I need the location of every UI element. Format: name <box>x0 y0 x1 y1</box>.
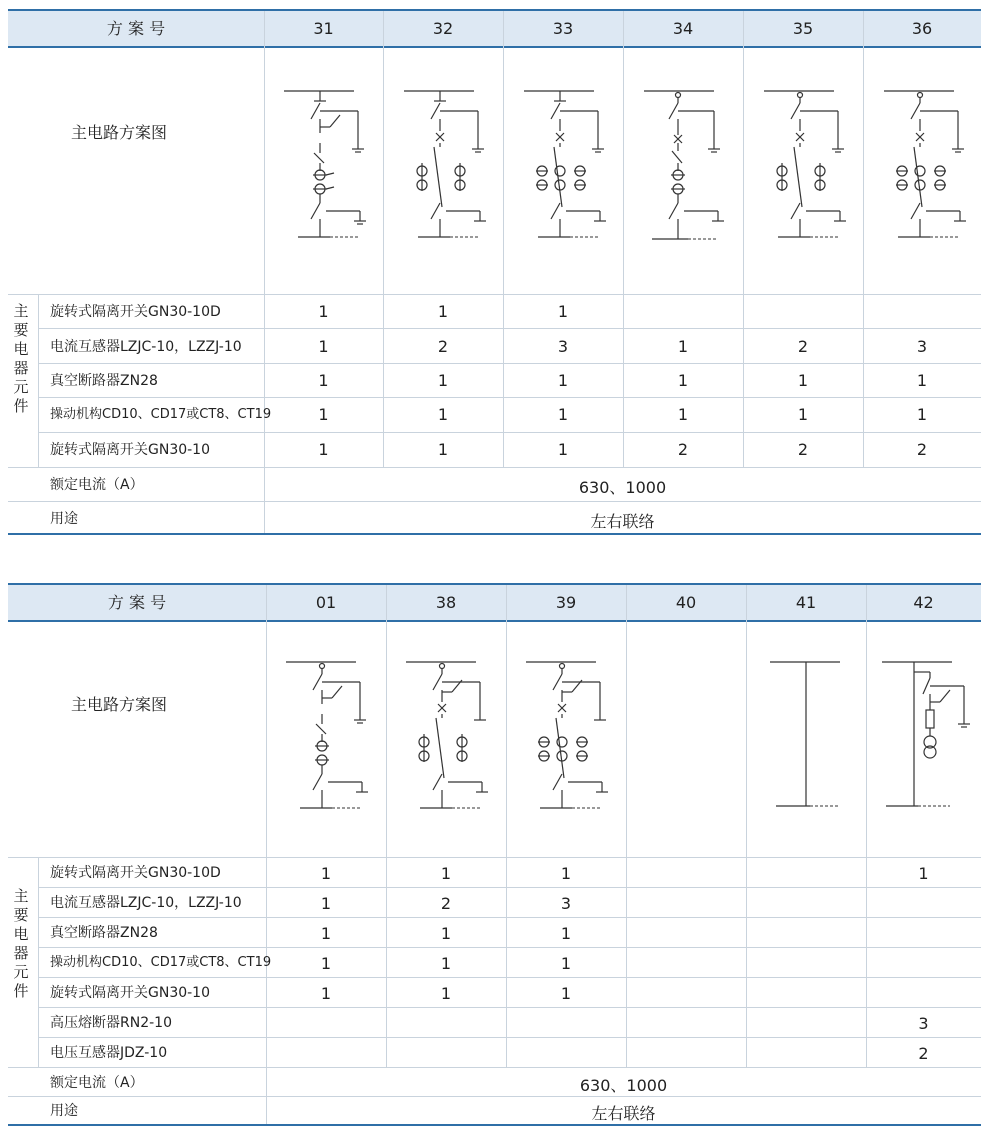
circuit-diagram-41 <box>764 658 854 818</box>
component-name: 旋转式隔离开关GN30-10 <box>50 442 211 458</box>
quantity-cell: 1 <box>440 924 452 943</box>
component-name: 旋转式隔离开关GN30-10 <box>50 985 211 1001</box>
quantity-cell: 1 <box>440 984 452 1003</box>
circuit-diagram-32 <box>402 87 492 247</box>
quantity-cell: 1 <box>320 954 332 973</box>
group-label-char: 主 <box>13 887 29 905</box>
scheme-number: 40 <box>675 593 697 612</box>
diagram-row-label: 主电路方案图 <box>71 123 168 142</box>
usage-label: 用途 <box>50 1103 78 1119</box>
circuit-diagram-01 <box>284 658 374 818</box>
group-label-char: 器 <box>13 944 29 962</box>
component-name: 旋转式隔离开关GN30-10D <box>50 865 221 881</box>
quantity-cell: 1 <box>320 894 332 913</box>
component-name: 操动机构CD10、CD17或CT8、CT19 <box>50 407 272 422</box>
component-name: 电压互感器JDZ-10 <box>50 1045 168 1061</box>
quantity-cell: 3 <box>557 337 569 356</box>
quantity-cell: 2 <box>918 1044 929 1063</box>
quantity-cell: 3 <box>916 337 928 356</box>
quantity-cell: 1 <box>437 405 449 424</box>
quantity-cell: 1 <box>560 924 572 943</box>
grid-line <box>38 1007 981 1008</box>
grid-line <box>38 977 981 978</box>
scheme-number: 31 <box>313 19 334 38</box>
grid-line <box>8 1096 981 1097</box>
group-label <box>12 887 30 1001</box>
grid-line <box>38 1037 981 1038</box>
quantity-cell: 1 <box>320 864 332 883</box>
circuit-diagram-35 <box>762 87 852 247</box>
quantity-cell: 1 <box>437 302 449 321</box>
rated-current-value: 630、1000 <box>578 478 667 497</box>
group-label-char: 电 <box>13 925 29 943</box>
scheme-number: 39 <box>555 593 577 612</box>
component-name: 操动机构CD10、CD17或CT8、CT19 <box>50 955 272 970</box>
scheme-number: 01 <box>315 593 337 612</box>
grid-line <box>866 585 867 1067</box>
grid-line <box>8 501 981 502</box>
rated-current-value: 630、1000 <box>579 1076 668 1095</box>
circuit-diagram-38 <box>404 658 494 818</box>
grid-line <box>743 11 744 467</box>
quantity-cell: 1 <box>560 954 572 973</box>
quantity-cell: 1 <box>440 864 452 883</box>
scheme-number: 41 <box>795 593 817 612</box>
scheme-number: 33 <box>552 19 574 38</box>
quantity-cell: 1 <box>916 371 928 390</box>
usage-value: 左右联络 <box>590 512 655 531</box>
quantity-cell: 1 <box>318 405 329 424</box>
header-row <box>8 11 981 48</box>
rated-current-label: 额定电流（A） <box>50 477 144 493</box>
quantity-cell: 2 <box>916 440 928 459</box>
grid-line <box>383 11 384 467</box>
circuit-diagram-39 <box>524 658 614 818</box>
component-name: 旋转式隔离开关GN30-10D <box>50 304 221 320</box>
circuit-diagram-33 <box>522 87 612 247</box>
scheme-number: 38 <box>435 593 457 612</box>
quantity-cell: 2 <box>797 337 809 356</box>
grid-line <box>8 1067 981 1068</box>
scheme-number: 36 <box>911 19 933 38</box>
quantity-cell: 1 <box>437 440 449 459</box>
quantity-cell: 1 <box>557 371 569 390</box>
grid-line <box>38 432 981 433</box>
group-label-char: 元 <box>13 378 29 396</box>
quantity-cell: 2 <box>797 440 809 459</box>
quantity-cell: 1 <box>318 302 329 321</box>
component-name: 电流互感器LZJC-10，LZZJ-10 <box>50 895 242 911</box>
scheme-number: 34 <box>672 19 694 38</box>
scheme-table-2 <box>8 583 981 1128</box>
usage-value: 左右联络 <box>591 1104 656 1123</box>
header-row <box>8 585 981 622</box>
component-name: 电流互感器LZJC-10，LZZJ-10 <box>50 339 242 355</box>
grid-line <box>8 467 981 468</box>
group-label <box>12 302 30 416</box>
quantity-cell: 1 <box>440 954 452 973</box>
quantity-cell: 1 <box>318 337 329 356</box>
quantity-cell: 1 <box>557 302 569 321</box>
grid-line <box>8 857 981 858</box>
quantity-cell: 1 <box>320 924 332 943</box>
quantity-cell: 1 <box>677 405 689 424</box>
group-label-char: 器 <box>13 359 29 377</box>
quantity-cell: 1 <box>318 440 329 459</box>
circuit-diagram-34 <box>642 87 732 249</box>
scheme-number: 35 <box>792 19 814 38</box>
grid-line <box>38 857 39 1067</box>
usage-label: 用途 <box>50 511 78 527</box>
grid-line <box>863 11 864 467</box>
grid-line <box>38 294 39 467</box>
quantity-cell: 1 <box>677 371 689 390</box>
group-label-char: 主 <box>13 302 29 320</box>
circuit-diagram-42 <box>878 658 978 818</box>
grid-line <box>746 585 747 1067</box>
component-name: 高压熔断器RN2-10 <box>50 1015 172 1031</box>
circuit-diagram-31 <box>282 87 372 247</box>
component-name: 真空断路器ZN28 <box>50 373 158 389</box>
group-label-char: 件 <box>13 397 29 415</box>
grid-line <box>38 887 981 888</box>
quantity-cell: 1 <box>677 337 689 356</box>
grid-line <box>266 585 267 1126</box>
quantity-cell: 1 <box>916 405 928 424</box>
quantity-cell: 1 <box>560 984 572 1003</box>
header-label: 方 案 号 <box>106 19 166 38</box>
circuit-diagram-36 <box>882 87 972 247</box>
grid-line <box>38 328 981 329</box>
grid-line <box>623 11 624 467</box>
grid-line <box>38 397 981 398</box>
grid-line <box>8 294 981 295</box>
rated-current-label: 额定电流（A） <box>50 1075 144 1091</box>
quantity-cell: 1 <box>797 405 809 424</box>
table-bottom-rule <box>8 1124 981 1126</box>
quantity-cell: 1 <box>557 405 569 424</box>
quantity-cell: 3 <box>918 1014 929 1033</box>
grid-line <box>38 363 981 364</box>
quantity-cell: 2 <box>677 440 689 459</box>
quantity-cell: 1 <box>560 864 572 883</box>
quantity-cell: 1 <box>557 440 569 459</box>
quantity-cell: 1 <box>437 371 449 390</box>
quantity-cell: 2 <box>440 894 452 913</box>
quantity-cell: 1 <box>320 984 332 1003</box>
table-bottom-rule <box>8 533 981 535</box>
group-label-char: 要 <box>13 321 29 339</box>
grid-line <box>503 11 504 467</box>
diagram-row-label: 主电路方案图 <box>71 695 168 714</box>
grid-line <box>38 917 981 918</box>
quantity-cell: 1 <box>797 371 809 390</box>
quantity-cell: 1 <box>918 864 929 883</box>
quantity-cell: 2 <box>437 337 449 356</box>
scheme-table-1 <box>8 9 981 536</box>
scheme-number: 32 <box>432 19 454 38</box>
grid-line <box>626 585 627 1067</box>
scheme-number: 42 <box>913 593 934 612</box>
group-label-char: 元 <box>13 963 29 981</box>
grid-line <box>38 947 981 948</box>
quantity-cell: 1 <box>318 371 329 390</box>
group-label-char: 要 <box>13 906 29 924</box>
component-name: 真空断路器ZN28 <box>50 925 158 941</box>
group-label-char: 件 <box>13 982 29 1000</box>
quantity-cell: 3 <box>560 894 572 913</box>
group-label-char: 电 <box>13 340 29 358</box>
header-label: 方 案 号 <box>107 593 167 612</box>
